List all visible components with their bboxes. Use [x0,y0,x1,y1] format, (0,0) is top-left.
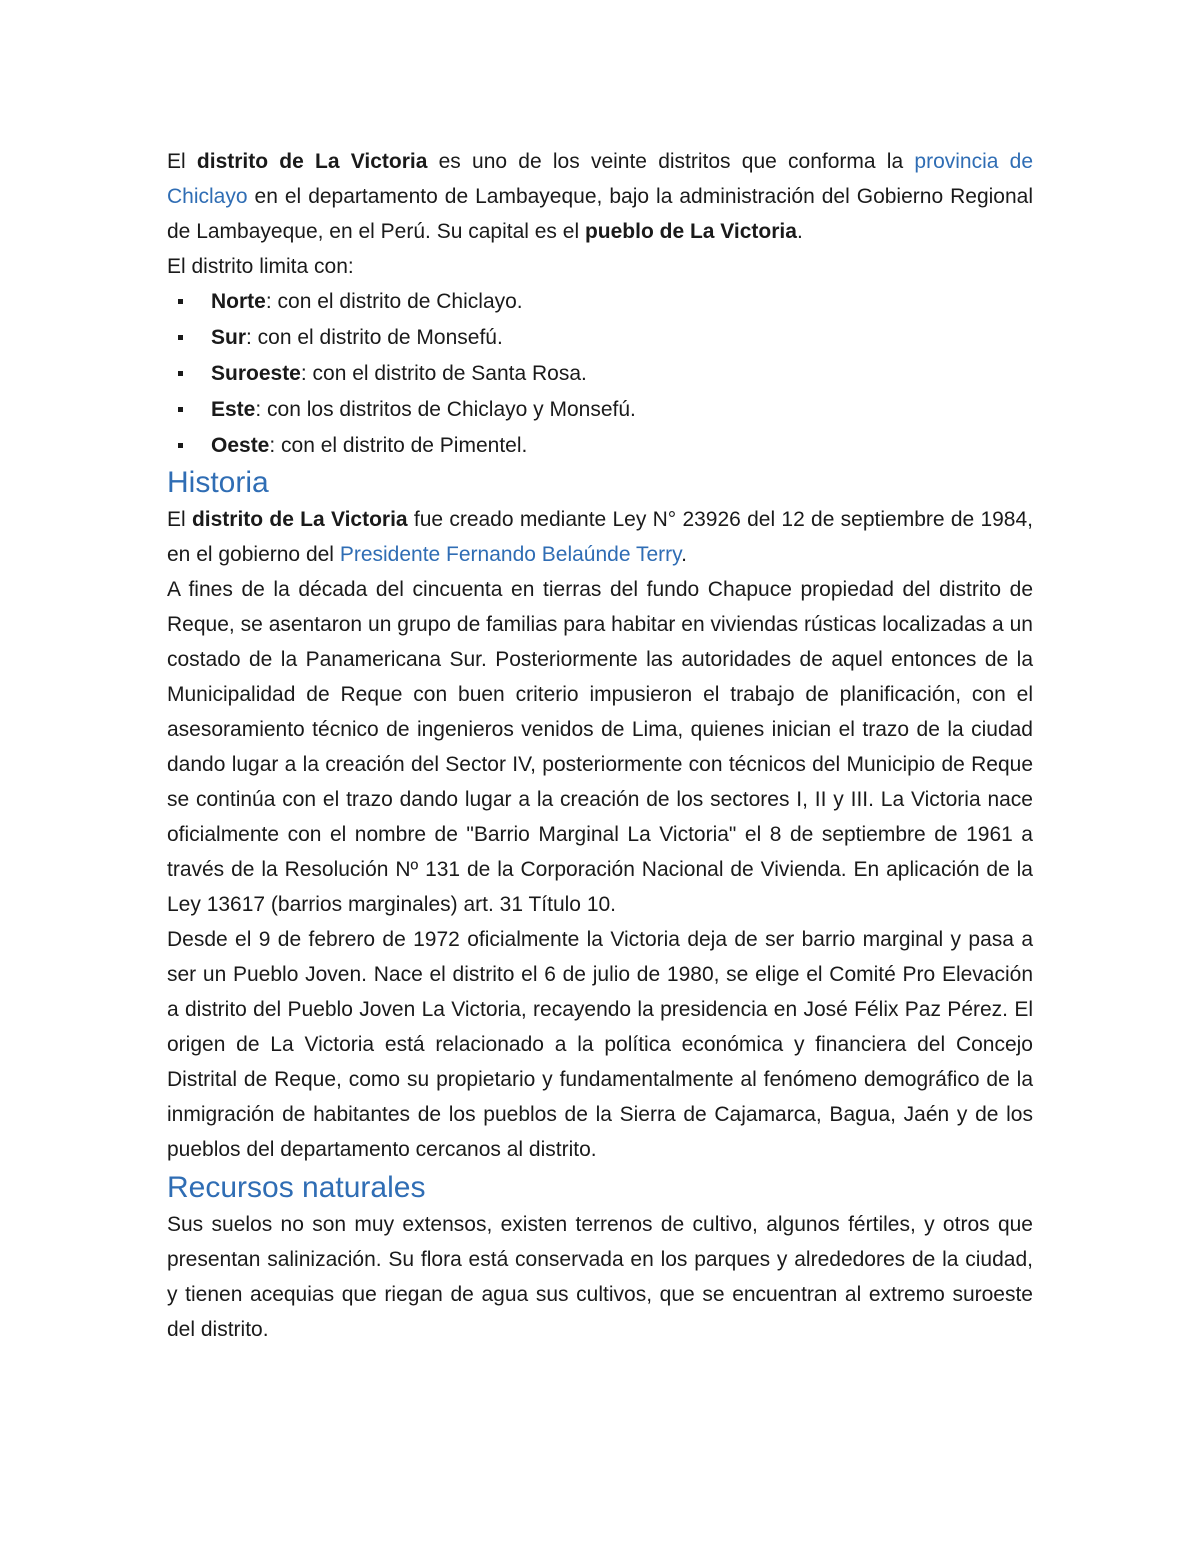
historia-heading: Historia [167,466,269,499]
limit-label: Este [211,398,256,421]
provincia-chiclayo-link[interactable]: provincia de Chiclayo [167,150,1034,208]
limits-intro: El distrito limita con: [167,255,354,278]
recursos-paragraph: Sus suelos no son muy extensos, existen terrenos de cultivo, algunos fértiles, y otros que presentan salinización. Su flora está conservada en los parques y alrededores de la ciudad, y tienen acequias que riegan de agua sus cultivos, que se encuentran al extremo suroeste del distrito. [167,1213,1033,1341]
historia-paragraph-3: Desde el 9 de febrero de 1972 oficialmente la Victoria deja de ser barrio marginal y pasa a ser un Pueblo Joven. Nace el distrito el 6 de julio de 1980, se elige el Comité Pro Elevación a distrito del Pueblo Joven La Victoria, recayendo la presidencia en José Félix Paz Pérez. El origen de La Victoria está relacionado a la política económica y financiera del Concejo Distrital de Reque, como su propietario y fundamentalmente al fenómeno demográfico de la inmigración de habitantes de los pueblos de la Sierra de Cajamarca, Bagua, Jaén y de los pueblos del departamento cercanos al distrito. [167,928,1033,1161]
limit-label: Norte [211,290,266,313]
intro-text: es uno de los veinte distritos que conforma la [427,150,915,173]
limit-text: : con los distritos de Chiclayo y Monsefú. [255,398,636,421]
presidente-belaunde-link[interactable]: Presidente Fernando Belaúnde Terry [339,543,682,566]
list-item [167,392,1033,428]
limit-text: : con el distrito de Pimentel. [269,434,528,457]
district-name-bold: distrito de La Victoria [196,150,428,173]
document-page [167,144,1033,1347]
intro-paragraph [167,144,1033,249]
limit-text: : con el distrito de Santa Rosa. [300,362,587,385]
intro-text: El [167,150,197,173]
list-item [167,356,1033,392]
historia-paragraph-1 [167,502,1033,572]
list-item [167,320,1033,356]
limits-list [167,284,1033,464]
historia-text: . [681,543,687,566]
intro-text: en el departamento de Lambayeque, bajo la administración del Gobierno Regional de Lambayeque, en el Perú. Su capital es el [167,185,1033,243]
intro-text: . [796,220,803,243]
district-name-bold: distrito de La Victoria [191,508,408,531]
limit-text: : con el distrito de Chiclayo. [265,290,523,313]
recursos-heading: Recursos naturales [167,1171,426,1204]
historia-text: fue creado mediante Ley N° 23926 del 12 de septiembre de 1984, en el gobierno del [167,508,1033,566]
capital-name-bold: pueblo de La Victoria [584,220,797,243]
list-item [167,428,1033,464]
limit-label: Sur [211,326,247,349]
limit-label: Oeste [211,434,270,457]
limit-text: : con el distrito de Monsefú. [246,326,503,349]
limit-label: Suroeste [211,362,301,385]
historia-paragraph-2: A fines de la década del cincuenta en tierras del fundo Chapuce propiedad del distrito de Reque, se asentaron un grupo de familias para habitar en viviendas rústicas localizadas a un costado de la Panamericana Sur. Posteriormente las autoridades de aquel entonces de la Municipalidad de Reque con buen criterio impusieron el trabajo de planificación, con el asesoramiento técnico de ingenieros venidos de Lima, quienes inician el trazo de la ciudad dando lugar a la creación del Sector IV, posteriormente con técnicos del Municipio de Reque se continúa con el trazo dando lugar a la creación de los sectores I, II y III. La Victoria nace oficialmente con el nombre de "Barrio Marginal La Victoria" el 8 de septiembre de 1961 a través de la Resolución Nº 131 de la Corporación Nacional de Vivienda. En aplicación de la Ley 13617 (barrios marginales) art. 31 Título 10. [167,578,1033,916]
list-item [167,284,1033,320]
historia-text: El [167,508,192,531]
